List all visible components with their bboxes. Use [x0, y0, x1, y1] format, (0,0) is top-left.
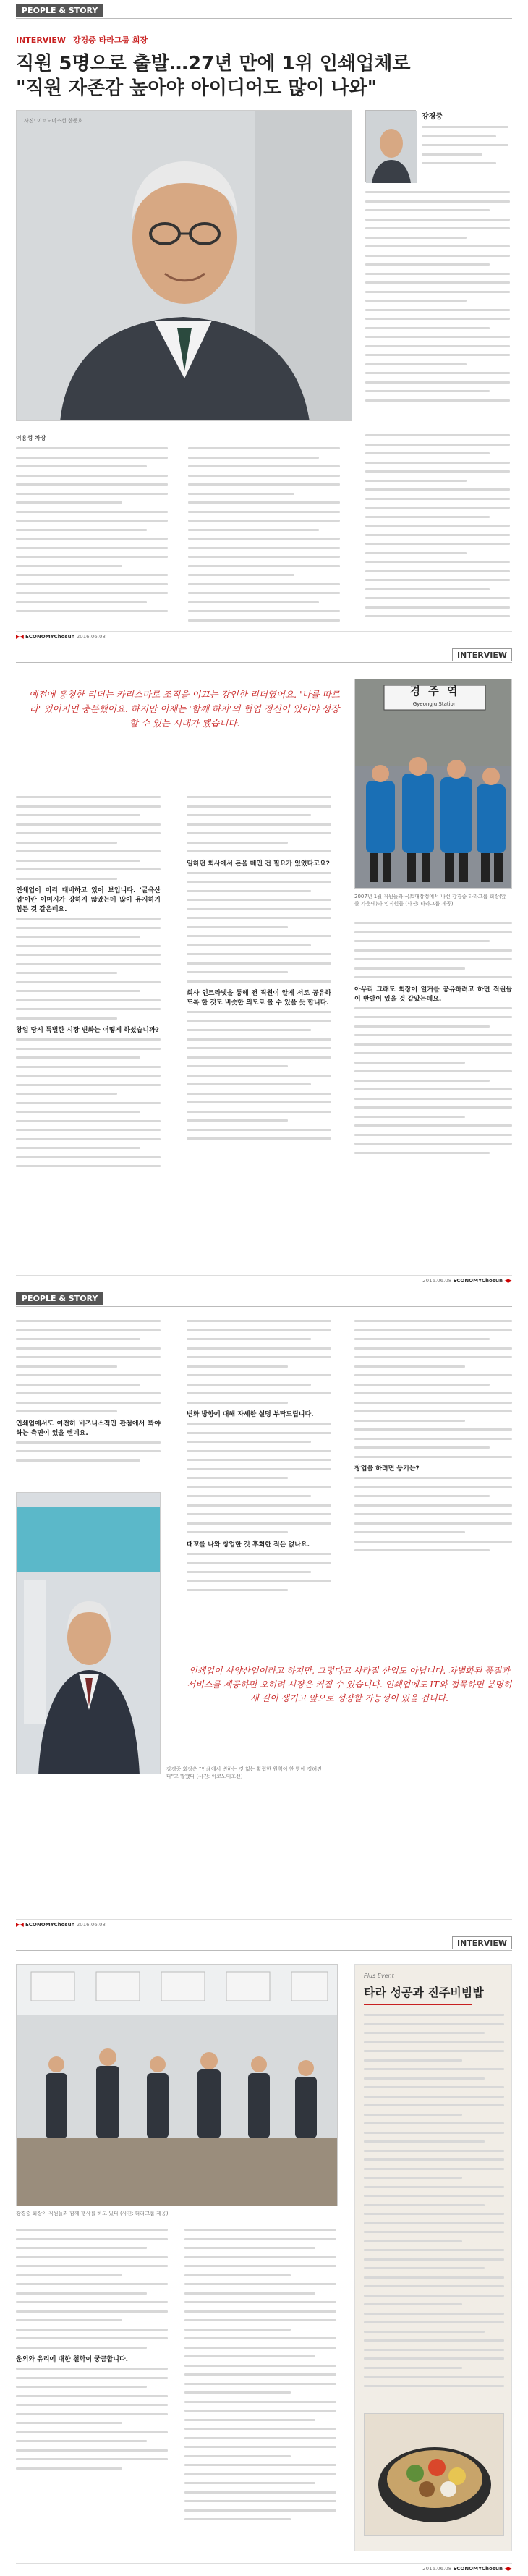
page-footer: ▶◀ ECONOMYChosun 2016.06.08	[16, 631, 512, 641]
page-2	[0, 644, 528, 1288]
march-illustration	[355, 679, 512, 889]
profile-bio	[422, 126, 508, 171]
page-header	[16, 1932, 512, 1951]
page-header	[16, 644, 512, 663]
page-header	[16, 1288, 512, 1307]
body-text-col-1	[16, 796, 161, 1259]
photo-credit: 사진: 이코노미조선 한준호	[24, 118, 83, 124]
body-text-col-3	[354, 922, 512, 1262]
section-label: PEOPLE & STORY	[16, 1292, 103, 1305]
kicker-label: INTERVIEW	[16, 35, 67, 45]
body-text-col-1	[16, 447, 168, 619]
subhead: 창업을 하려면 등기는?	[354, 1465, 420, 1473]
subhead: 인쇄업이 미리 대비하고 있어 보입니다. '굴육산업'이란 이미지가 강하지 않았는데 많이 유지하기 힘든 것 같은데요.	[16, 887, 161, 913]
pull-quote: 인쇄업이 사양산업이라고 하지만, 그렇다고 사라질 산업도 아닙니다. 차별화된 품질과 서비스를 제공하면 오히려 시장은 커질 수 있습니다. 인쇄업에도 IT와 접목하면 분명히 새 길이 생기고 앞으로 성장할 가능성이 있을 겁니다.	[187, 1666, 512, 1703]
page-4	[0, 1932, 528, 2576]
footer-date: 2016.06.08	[76, 634, 106, 640]
headline-line-2: "직원 자존감 높아야 아이디어도 많이 나와"	[16, 77, 378, 99]
subhead: 아무리 그래도 회장이 일거를 공유하려고 하면 직원들이 반발이 있을 것 같았는데요.	[354, 986, 512, 1003]
body-text-col-3	[354, 1320, 512, 1638]
footer-brand: ECONOMYChosun	[25, 1922, 75, 1928]
kicker	[16, 36, 148, 45]
subhead: 창업 당시 특별한 시장 변화는 어떻게 하셨습니까?	[16, 1027, 159, 1034]
body-text-right-top	[365, 191, 510, 408]
body-text-col-2	[187, 796, 331, 1259]
sidebar-title: 타라 성공과 진주비빔밥	[364, 1986, 484, 1999]
sidebar-divider	[364, 2004, 472, 2005]
pull-quote: 예전에 흥청한 리더는 카리스마로 조직을 이끄는 강인한 리더였어요. '나를 따르라' 였어지면 충분했어요. 하지만 이제는 '함께 하자'의 협업 정신이 있어야 성장할 수 있는 시대가 됐습니다.	[29, 689, 340, 729]
page-header	[16, 0, 512, 19]
subhead: 일하던 회사에서 돈을 떼인 건 필요가 있었다고요?	[187, 860, 330, 868]
reporter-byline: 이용성 차장	[16, 435, 46, 441]
page-footer: 2016.06.08 ECONOMYChosun ◀▶	[16, 1275, 512, 1285]
footer-brand: ECONOMYChosun	[453, 1278, 503, 1284]
photo-caption: 강경중 회장이 직원들과 함께 행사를 하고 있다 (사진: 타라그룹 제공)	[16, 2211, 169, 2216]
photo-caption: 강경중 회장은 "인쇄에서 변하는 것 없는 확립한 원칙이 한 방에 정해진다"고 말했다 (사진: 이코노미조선)	[166, 1766, 322, 1779]
subhead: 운외와 유리에 대한 철학이 궁금합니다.	[16, 2356, 129, 2363]
footer-date: 2016.06.08	[422, 1278, 452, 1284]
sidebar-body-text	[364, 2014, 504, 2394]
body-text-col-1	[16, 1320, 161, 1486]
profile-illustration	[366, 111, 417, 183]
photo-caption: 2007년 1월 직원들과 국토대장정에서 나선 강경중 타라그룹 회장(앞 줄 가운데)과 임직원들 (사진: 타라그룹 제공)	[354, 894, 506, 907]
office-event-illustration	[17, 1965, 338, 2206]
body-text-col-2	[184, 2229, 336, 2554]
section-label: PEOPLE & STORY	[16, 4, 103, 17]
page-1	[0, 0, 528, 644]
footer-date: 2016.06.08	[76, 1922, 106, 1928]
kicker-name: 강경중 타라그룹 회장	[72, 35, 148, 45]
footer-brand: ECONOMYChosun	[25, 634, 75, 640]
station-sign-text: 경 주 역	[409, 685, 460, 698]
subhead: 인쇄업에서도 여전히 비즈니스적인 관점에서 봐야 하는 측면이 있을 텐데요.	[16, 1420, 161, 1437]
page-footer: ▶◀ ECONOMYChosun 2016.06.08	[16, 1919, 512, 1929]
subhead: 회사 인트라넷을 통해 전 직원이 알게 서로 공유하도록 한 것도 비슷한 의도로 볼 수 있을 듯 합니다.	[187, 990, 331, 1007]
body-text-col-2	[188, 447, 340, 628]
sidebar-box	[354, 1964, 512, 2551]
office-portrait-photo	[16, 1492, 161, 1774]
body-text-col-2	[187, 1320, 331, 1660]
bibimbap-illustration	[365, 2414, 504, 2536]
portrait-photo	[16, 110, 352, 421]
footer-brand: ECONOMYChosun	[453, 2566, 503, 2572]
section-label: INTERVIEW	[452, 648, 512, 661]
body-text-col-3	[365, 434, 510, 624]
subhead: 변화 방향에 대해 자세한 설명 부탁드립니다.	[187, 1411, 314, 1418]
portrait-illustration	[17, 111, 352, 421]
section-label: INTERVIEW	[452, 1936, 512, 1949]
profile-thumbnail	[365, 110, 416, 182]
footer-date: 2016.06.08	[422, 2566, 452, 2572]
office-portrait-illustration	[17, 1493, 161, 1774]
sidebar-tag: Plus Event	[364, 1973, 394, 1979]
page-3	[0, 1288, 528, 1932]
profile-column	[365, 110, 510, 421]
subhead: 대꼬를 나와 창업한 것 후회한 적은 없나요.	[187, 1541, 310, 1548]
page-footer: 2016.06.08 ECONOMYChosun ◀▶	[16, 2563, 512, 2573]
headline-line-1: 직원 5명으로 출발…27년 만에 1위 인쇄업체로	[16, 53, 411, 75]
office-event-photo	[16, 1964, 338, 2206]
group-march-photo	[354, 679, 512, 889]
body-text-col-1	[16, 2229, 168, 2554]
station-sign-subtext: Gyeongju Station	[412, 701, 457, 707]
bibimbap-photo	[364, 2413, 504, 2536]
profile-name: 강경중	[422, 113, 443, 121]
